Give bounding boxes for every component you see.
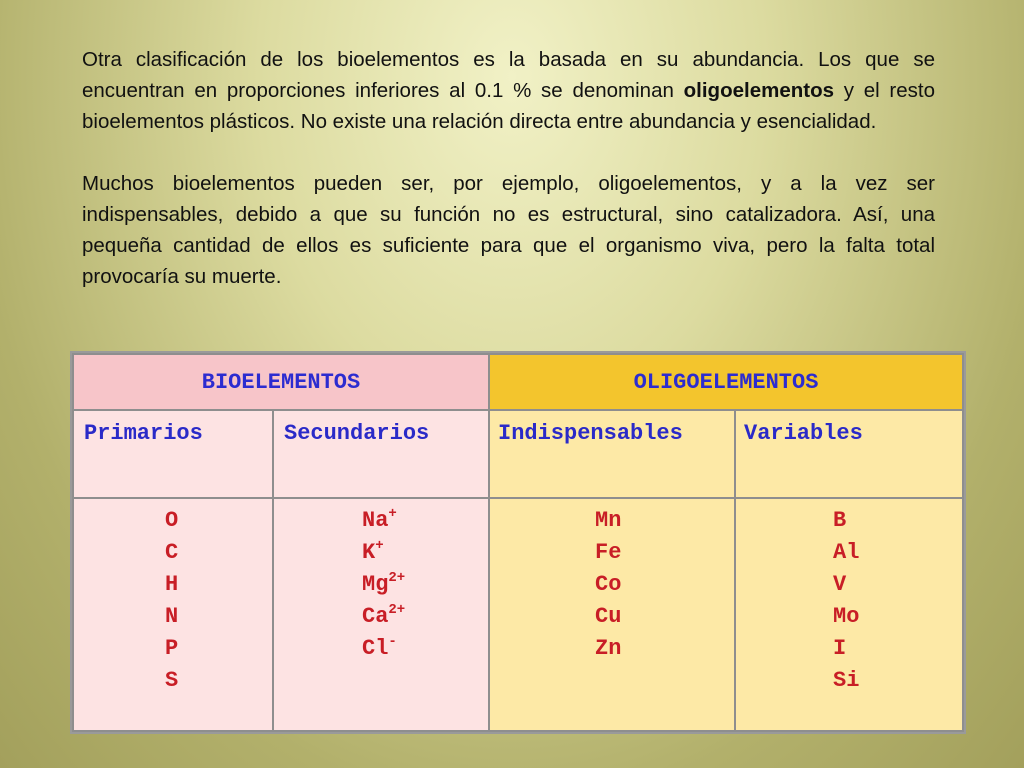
- element-symbol: B: [833, 508, 847, 533]
- element-symbol: Mo: [833, 604, 860, 629]
- element-symbol: [362, 569, 488, 601]
- paragraph-abundance-text-1: Otra clasificación de los bioelementos es la basada en su abundancia. Los que se encuentran en proporciones inferiores al 0.1 % se denominan: [82, 48, 935, 102]
- variables-list: [736, 499, 962, 697]
- element-symbol: Co: [595, 572, 622, 597]
- element-symbol-text: Mg: [362, 572, 389, 597]
- oligoelementos-bold-term: oligoelementos: [683, 79, 834, 102]
- ion-charge: -: [388, 634, 397, 650]
- element-symbol: O: [165, 508, 179, 533]
- variables-header: Variables: [735, 410, 963, 498]
- element-symbol: V: [833, 572, 847, 597]
- paragraph-abundance: [82, 44, 935, 137]
- secundarios-cell: [273, 498, 489, 731]
- element-symbol: [362, 601, 488, 633]
- primarios-header: Primarios: [73, 410, 273, 498]
- ion-charge: +: [375, 538, 384, 554]
- element-symbol: Zn: [595, 636, 622, 661]
- classification-table: [72, 353, 964, 732]
- element-symbol: Si: [833, 668, 860, 693]
- element-symbol-text: Na: [362, 508, 389, 533]
- ion-charge: 2+: [388, 570, 406, 586]
- element-symbol: Cu: [595, 604, 622, 629]
- element-symbol-text: K: [362, 540, 376, 565]
- element-symbol: P: [165, 636, 179, 661]
- paragraph-indispensables: Muchos bioelementos pueden ser, por ejemplo, oligoelementos, y a la vez ser indispensables, debido a que su función no es estructural, sino catalizadora. Así, una pequeña cantidad de ellos es suficiente para que el organismo viva, pero la falta total provocaría su muerte.: [82, 172, 935, 288]
- indispensables-header: Indispensables: [489, 410, 735, 498]
- element-symbol-text: Cl: [362, 636, 389, 661]
- primarios-cell: [73, 498, 273, 731]
- elements-row: [73, 498, 963, 731]
- primarios-list: [74, 499, 272, 697]
- element-symbol: Mn: [595, 508, 622, 533]
- bioelementos-header: BIOELEMENTOS: [73, 354, 489, 410]
- element-symbol: [362, 633, 488, 665]
- secundarios-header: Secundarios: [273, 410, 489, 498]
- indispensables-cell: [489, 498, 735, 731]
- element-symbol: [362, 537, 488, 569]
- secundarios-list: [274, 499, 488, 665]
- element-symbol-text: Ca: [362, 604, 389, 629]
- indispensables-list: [490, 499, 734, 665]
- element-symbol: C: [165, 540, 179, 565]
- element-symbol: I: [833, 636, 847, 661]
- element-symbol: Fe: [595, 540, 622, 565]
- ion-charge: +: [388, 506, 397, 522]
- bioelements-table: [70, 351, 966, 734]
- category-header-row: [73, 354, 963, 410]
- subheader-row: [73, 410, 963, 498]
- element-symbol: S: [165, 668, 179, 693]
- element-symbol: Al: [833, 540, 860, 565]
- variables-cell: [735, 498, 963, 731]
- element-symbol: [362, 505, 488, 537]
- text-block: [82, 44, 935, 323]
- oligoelementos-header: OLIGOELEMENTOS: [489, 354, 963, 410]
- element-symbol: N: [165, 604, 179, 629]
- ion-charge: 2+: [388, 602, 406, 618]
- element-symbol: H: [165, 572, 179, 597]
- paragraph-abundance-text-2: y el resto bioelementos plásticos. No existe una relación directa entre abundancia y esencialidad.: [82, 79, 935, 133]
